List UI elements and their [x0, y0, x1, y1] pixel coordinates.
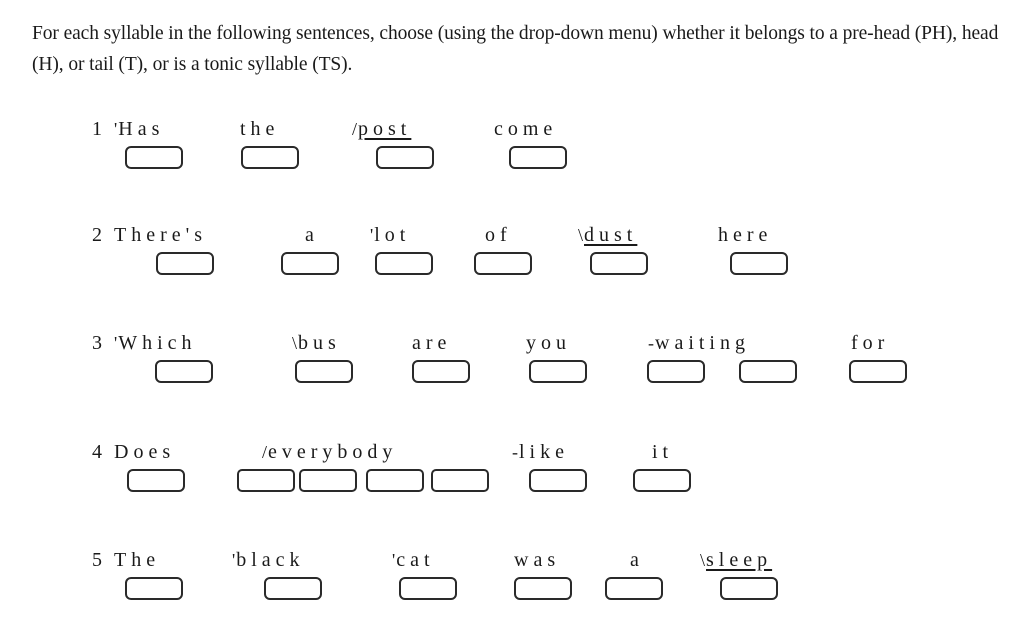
word — [851, 331, 889, 355]
instructions-text: For each syllable in the following sentences, choose (using the drop-down menu) whether it belongs to a pre-head (PH), head (H), or tail (T), or is a tonic syllable (TS). — [32, 23, 999, 75]
syllable-dropdown[interactable] — [295, 360, 353, 383]
word-text: post — [358, 118, 412, 140]
word-text: The — [114, 549, 161, 571]
syllable-dropdown[interactable] — [376, 146, 434, 169]
word — [512, 440, 569, 464]
stress-mark: \ — [578, 225, 584, 245]
sentence-number: 5 — [92, 549, 102, 571]
word-text: for — [851, 332, 890, 354]
sentence-number: 1 — [92, 118, 102, 140]
word-text: dust — [584, 224, 638, 246]
word — [652, 440, 673, 464]
stress-mark: ' — [114, 333, 118, 353]
syllable-dropdown[interactable] — [431, 469, 489, 492]
word-text: of — [485, 224, 512, 246]
word — [114, 548, 160, 572]
stress-mark: \ — [292, 333, 298, 353]
stress-mark: \ — [700, 550, 706, 570]
sentence-1 — [0, 117, 1024, 187]
word — [392, 548, 435, 572]
word — [114, 223, 207, 247]
syllable-dropdown[interactable] — [155, 360, 213, 383]
syllable-dropdown[interactable] — [509, 146, 567, 169]
word-text: it — [652, 441, 674, 463]
sentence-4 — [0, 440, 1024, 510]
stress-mark: / — [352, 119, 358, 139]
word-text: a — [630, 549, 644, 571]
word — [700, 548, 772, 572]
stress-mark: / — [262, 442, 268, 462]
word — [240, 117, 279, 141]
syllable-dropdown[interactable] — [366, 469, 424, 492]
syllable-dropdown[interactable] — [720, 577, 778, 600]
word — [292, 331, 341, 355]
syllable-dropdown[interactable] — [127, 469, 185, 492]
sentence-5 — [0, 548, 1024, 618]
sentence-number: 2 — [92, 224, 102, 246]
word-text: waiting — [655, 332, 750, 354]
word-text: you — [526, 332, 571, 354]
word-text: was — [514, 549, 561, 571]
word — [114, 440, 175, 464]
word — [718, 223, 772, 247]
word-text: are — [412, 332, 452, 354]
word-text: Has — [118, 118, 165, 140]
syllable-dropdown[interactable] — [125, 577, 183, 600]
word — [526, 331, 571, 355]
word-text: Which — [118, 332, 197, 354]
sentence-2 — [0, 223, 1024, 293]
word-text: Does — [114, 441, 176, 463]
word-text: everybody — [268, 441, 398, 463]
syllable-dropdown[interactable] — [529, 360, 587, 383]
word-text: bus — [298, 332, 341, 354]
syllable-dropdown[interactable] — [590, 252, 648, 275]
stress-mark: ' — [232, 550, 236, 570]
syllable-dropdown[interactable] — [412, 360, 470, 383]
syllable-dropdown[interactable] — [241, 146, 299, 169]
word — [370, 223, 410, 247]
word — [114, 331, 197, 355]
syllable-dropdown[interactable] — [849, 360, 907, 383]
syllable-dropdown[interactable] — [375, 252, 433, 275]
word-text: a — [305, 224, 319, 246]
syllable-dropdown[interactable] — [605, 577, 663, 600]
word — [578, 223, 637, 247]
stress-mark: - — [512, 442, 518, 462]
word — [485, 223, 512, 247]
word — [305, 223, 319, 247]
syllable-dropdown[interactable] — [299, 469, 357, 492]
word — [630, 548, 644, 572]
stress-mark: ' — [370, 225, 374, 245]
word-text: lot — [374, 224, 411, 246]
syllable-dropdown[interactable] — [514, 577, 572, 600]
word-text: the — [240, 118, 280, 140]
syllable-dropdown[interactable] — [237, 469, 295, 492]
syllable-dropdown[interactable] — [399, 577, 457, 600]
word — [352, 117, 411, 141]
word — [494, 117, 557, 141]
syllable-dropdown[interactable] — [264, 577, 322, 600]
sentence-number: 3 — [92, 332, 102, 354]
word — [648, 331, 750, 355]
word — [262, 440, 397, 464]
word — [232, 548, 305, 572]
word-text: There's — [114, 224, 208, 246]
syllable-dropdown[interactable] — [647, 360, 705, 383]
stress-mark: ' — [114, 119, 118, 139]
word — [114, 117, 164, 141]
word-text: black — [236, 549, 305, 571]
syllable-dropdown[interactable] — [156, 252, 214, 275]
syllable-dropdown[interactable] — [125, 146, 183, 169]
word-text: here — [718, 224, 773, 246]
syllable-dropdown[interactable] — [529, 469, 587, 492]
syllable-dropdown[interactable] — [739, 360, 797, 383]
sentence-number: 4 — [92, 441, 102, 463]
word — [514, 548, 560, 572]
word-text: cat — [396, 549, 435, 571]
syllable-dropdown[interactable] — [730, 252, 788, 275]
syllable-dropdown[interactable] — [281, 252, 339, 275]
word — [412, 331, 451, 355]
syllable-dropdown[interactable] — [474, 252, 532, 275]
word-text: sleep — [706, 549, 773, 571]
sentence-3 — [0, 331, 1024, 401]
stress-mark: ' — [392, 550, 396, 570]
syllable-dropdown[interactable] — [633, 469, 691, 492]
word-text: like — [519, 441, 569, 463]
stress-mark: - — [648, 333, 654, 353]
word-text: come — [494, 118, 558, 140]
